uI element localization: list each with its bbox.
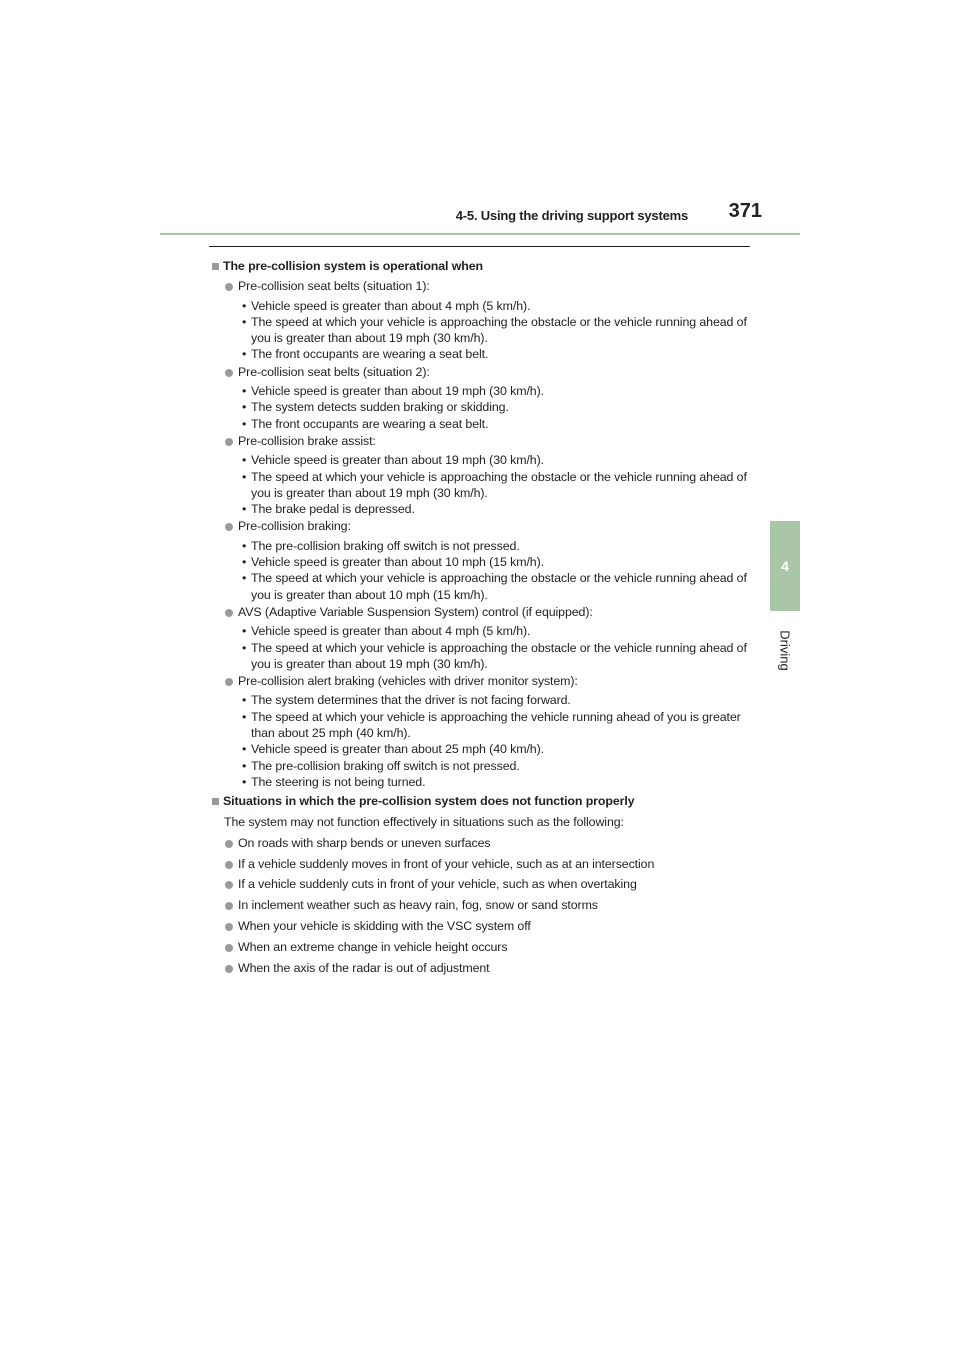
chapter-label-container: [770, 620, 800, 680]
bullet-label: Pre-collision braking:: [210, 518, 758, 534]
page-content: [210, 258, 758, 980]
sub-item: • Vehicle speed is greater than about 4 mph (5 km/h).: [210, 623, 758, 639]
sub-item: • Vehicle speed is greater than about 10 mph (15 km/h).: [210, 554, 758, 570]
sub-item: • Vehicle speed is greater than about 19 mph (30 km/h).: [210, 383, 758, 399]
list-item: When your vehicle is skidding with the VSC system off: [210, 918, 758, 934]
sub-item: • The speed at which your vehicle is approaching the obstacle or the vehicle running ahead of you is greater than about 19 mph (30 km/h).: [210, 314, 758, 347]
list-item: When an extreme change in vehicle height occurs: [210, 939, 758, 955]
section-title: 4-5. Using the driving support systems: [455, 208, 688, 223]
list-item: On roads with sharp bends or uneven surfaces: [210, 835, 758, 851]
list-item: In inclement weather such as heavy rain, fog, snow or sand storms: [210, 897, 758, 913]
chapter-tab: [770, 521, 800, 611]
sub-item: • The brake pedal is depressed.: [210, 501, 758, 517]
sub-item: • The system detects sudden braking or skidding.: [210, 399, 758, 415]
sub-item: • The front occupants are wearing a seat belt.: [210, 416, 758, 432]
sub-item: • The speed at which your vehicle is approaching the obstacle or the vehicle running ahead of you is greater than about 10 mph (15 km/h).: [210, 570, 758, 603]
section-heading: Situations in which the pre-collision system does not function properly: [210, 793, 758, 809]
bullet-label: Pre-collision seat belts (situation 2):: [210, 364, 758, 380]
bullet-label: Pre-collision alert braking (vehicles with driver monitor system):: [210, 673, 758, 689]
sub-item: • Vehicle speed is greater than about 4 mph (5 km/h).: [210, 298, 758, 314]
bullet-label: AVS (Adaptive Variable Suspension System) control (if equipped):: [210, 604, 758, 620]
sub-item: • Vehicle speed is greater than about 25 mph (40 km/h).: [210, 741, 758, 757]
sub-item: • The steering is not being turned.: [210, 774, 758, 790]
list-item: When the axis of the radar is out of adjustment: [210, 960, 758, 976]
malfunction-situations-section: [210, 793, 758, 976]
chapter-number: 4: [781, 558, 789, 574]
sub-item: • The pre-collision braking off switch is not pressed.: [210, 538, 758, 554]
bullet-label: Pre-collision seat belts (situation 1):: [210, 278, 758, 294]
list-item: [210, 364, 758, 432]
bullet-label: Pre-collision brake assist:: [210, 433, 758, 449]
sub-item: • The speed at which your vehicle is approaching the vehicle running ahead of you is greater than about 25 mph (40 km/h).: [210, 709, 758, 742]
sub-item: • The speed at which your vehicle is approaching the obstacle or the vehicle running ahead of you is greater than about 19 mph (30 km/h).: [210, 640, 758, 673]
sub-item: • The pre-collision braking off switch is not pressed.: [210, 758, 758, 774]
section-heading: The pre-collision system is operational when: [210, 258, 758, 274]
list-item: [210, 673, 758, 790]
sub-item: • The speed at which your vehicle is approaching the obstacle or the vehicle running ahead of you is greater than about 19 mph (30 km/h).: [210, 469, 758, 502]
list-item: [210, 278, 758, 362]
list-item: If a vehicle suddenly cuts in front of your vehicle, such as when overtaking: [210, 876, 758, 892]
page-number: 371: [728, 200, 762, 222]
chapter-label: Driving: [777, 629, 793, 671]
list-item: [210, 518, 758, 602]
header-rule: [160, 233, 800, 235]
list-item: If a vehicle suddenly moves in front of your vehicle, such as at an intersection: [210, 856, 758, 872]
sub-item: • The system determines that the driver is not facing forward.: [210, 692, 758, 708]
content-divider: [209, 246, 750, 247]
operational-conditions-section: [210, 258, 758, 790]
sub-item: • Vehicle speed is greater than about 19 mph (30 km/h).: [210, 452, 758, 468]
sub-item: • The front occupants are wearing a seat belt.: [210, 346, 758, 362]
section-intro: The system may not function effectively in situations such as the following:: [224, 814, 624, 829]
list-item: [210, 433, 758, 517]
list-item: [210, 604, 758, 672]
